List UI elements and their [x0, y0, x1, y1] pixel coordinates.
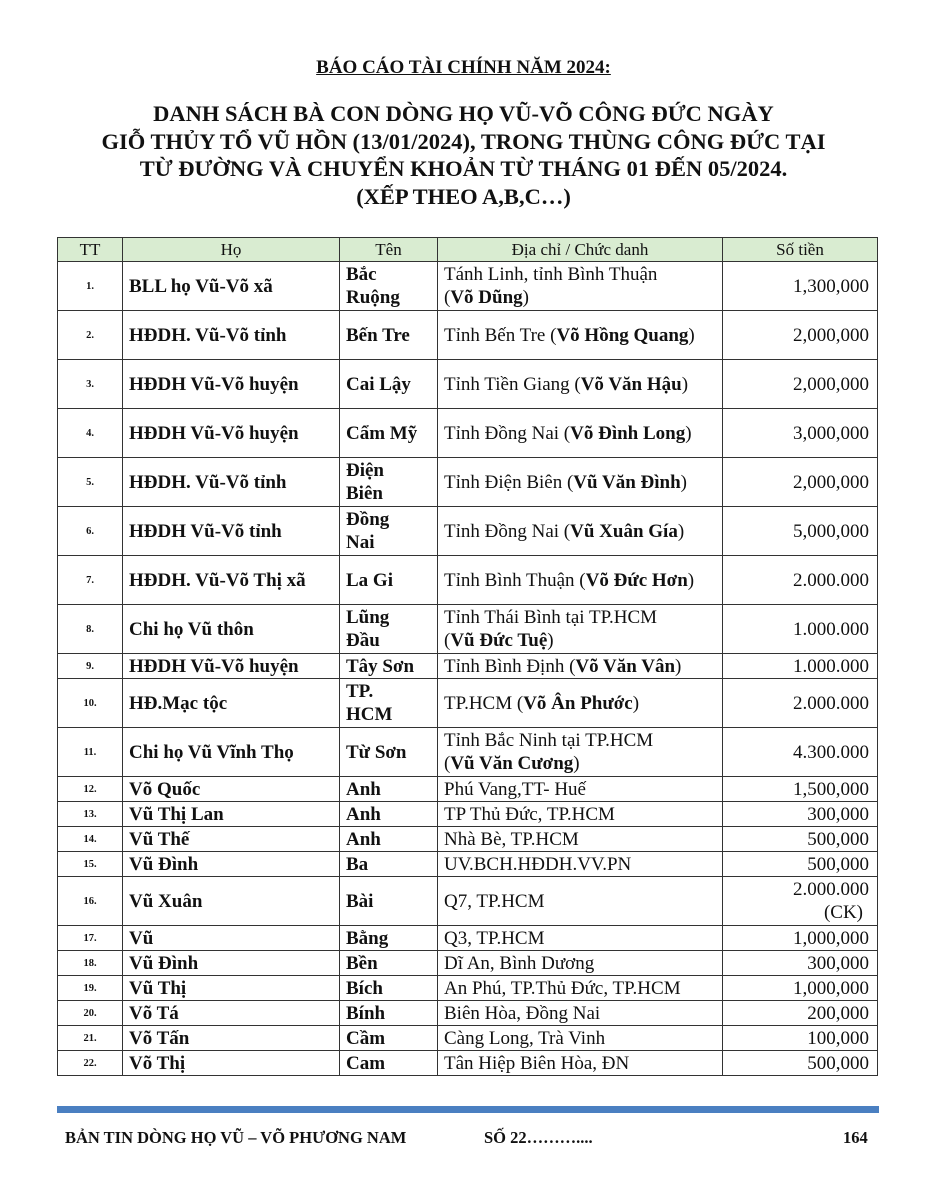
address-cell: Tánh Linh, tỉnh Bình Thuận (Võ Dũng)	[438, 262, 723, 311]
family-name-cell: Vũ Thị	[123, 976, 340, 1001]
title-line-2: GIỖ THỦY TỔ VŨ HỒN (13/01/2024), TRONG THÙNG CÔNG ĐỨC TẠI	[101, 128, 826, 154]
amount-cell	[723, 262, 878, 311]
representative-name: Vũ Xuân Gía	[570, 520, 678, 542]
amount-cell	[723, 507, 878, 556]
amount-value: 200,000	[807, 1002, 869, 1024]
amount-cell	[723, 605, 878, 654]
amount-value: 1.000.000	[793, 655, 869, 677]
family-name-cell: HĐ.Mạc tộc	[123, 679, 340, 728]
amount-value: 100,000	[807, 1027, 869, 1049]
representative-name: Võ Hồng Quang	[556, 324, 689, 346]
family-name-cell: HĐDH Vũ-Võ huyện	[123, 360, 340, 409]
given-name-cell: La Gi	[340, 556, 438, 605]
address-cell	[438, 1026, 723, 1051]
given-name-cell: Đồng Nai	[340, 507, 438, 556]
table-row	[58, 556, 878, 605]
table-row	[58, 728, 878, 777]
family-name-cell: Võ Quốc	[123, 777, 340, 802]
amount-cell	[723, 1051, 878, 1076]
amount-value: 1,300,000	[793, 275, 869, 297]
address-cell: Tỉnh Tiền Giang (Võ Văn Hậu)	[438, 360, 723, 409]
address-cell: Tỉnh Bến Tre (Võ Hồng Quang)	[438, 311, 723, 360]
row-number: 10.	[58, 679, 123, 728]
given-name-cell: Tây Sơn	[340, 654, 438, 679]
given-name-cell: Bằng	[340, 926, 438, 951]
family-name-cell: HĐDH Vũ-Võ huyện	[123, 654, 340, 679]
amount-cell	[723, 409, 878, 458]
row-number: 19.	[58, 976, 123, 1001]
table-row	[58, 777, 878, 802]
representative-name: Vũ Văn Cương	[450, 753, 574, 774]
address-cell: Tỉnh Bình Thuận (Võ Đức Hơn)	[438, 556, 723, 605]
row-number: 7.	[58, 556, 123, 605]
table-row	[58, 1051, 878, 1076]
table-row	[58, 877, 878, 926]
row-number: 4.	[58, 409, 123, 458]
row-number: 5.	[58, 458, 123, 507]
amount-cell	[723, 360, 878, 409]
address-text: Tân Hiệp Biên Hòa, ĐN	[444, 1052, 630, 1074]
amount-cell	[723, 556, 878, 605]
table-row	[58, 951, 878, 976]
amount-cell	[723, 728, 878, 777]
given-name-cell: Cầm	[340, 1026, 438, 1051]
amount-cell	[723, 951, 878, 976]
given-name-cell: Bắc Ruộng	[340, 262, 438, 311]
row-number: 11.	[58, 728, 123, 777]
table-row	[58, 976, 878, 1001]
address-text: Tỉnh Thái Bình tại TP.HCM	[444, 607, 658, 628]
given-name-cell: Bền	[340, 951, 438, 976]
address-cell	[438, 852, 723, 877]
address-cell	[438, 877, 723, 926]
address-text: Tỉnh Tiền Giang	[444, 373, 570, 395]
address-text: An Phú, TP.Thủ Đức, TP.HCM	[444, 977, 681, 999]
given-name-cell: TP. HCM	[340, 679, 438, 728]
address-text: UV.BCH.HĐDH.VV.PN	[444, 853, 632, 875]
amount-cell	[723, 802, 878, 827]
table-row	[58, 605, 878, 654]
address-text: Nhà Bè, TP.HCM	[444, 828, 579, 850]
row-number: 14.	[58, 827, 123, 852]
representative-name: Võ Văn Vân	[575, 655, 676, 677]
given-name-cell: Bài	[340, 877, 438, 926]
address-cell: Tỉnh Đồng Nai (Võ Đình Long)	[438, 409, 723, 458]
footer-issue: SỐ 22………....	[484, 1128, 593, 1147]
given-name-cell: Lũng Đầu	[340, 605, 438, 654]
amount-cell	[723, 852, 878, 877]
amount-value: 300,000	[807, 803, 869, 825]
given-name-cell: Bính	[340, 1001, 438, 1026]
amount-value: 500,000	[807, 828, 869, 850]
table-row	[58, 311, 878, 360]
amount-note: (CK)	[823, 902, 863, 923]
amount-value: 2,000,000	[793, 324, 869, 346]
given-name-cell: Anh	[340, 802, 438, 827]
amount-value: 1,000,000	[793, 927, 869, 949]
address-cell	[438, 777, 723, 802]
row-number: 6.	[58, 507, 123, 556]
title-line-3: TỪ ĐƯỜNG VÀ CHUYỂN KHOẢN TỪ THÁNG 01 ĐẾN 05/2024.	[139, 156, 788, 181]
given-name-cell: Điện Biên	[340, 458, 438, 507]
report-title: BÁO CÁO TÀI CHÍNH NĂM 2024:	[316, 57, 611, 78]
table-row	[58, 262, 878, 311]
amount-cell	[723, 1001, 878, 1026]
column-header-tt: TT	[58, 238, 123, 262]
table-row	[58, 926, 878, 951]
table-row	[58, 507, 878, 556]
row-number: 22.	[58, 1051, 123, 1076]
family-name-cell: HĐDH Vũ-Võ huyện	[123, 409, 340, 458]
amount-cell	[723, 777, 878, 802]
address-cell	[438, 1001, 723, 1026]
address-text: Tỉnh Bến Tre	[444, 324, 546, 346]
family-name-cell: Vũ Xuân	[123, 877, 340, 926]
footer-publication: BẢN TIN DÒNG HỌ VŨ – VÕ PHƯƠNG NAM	[65, 1128, 407, 1147]
address-text: Phú Vang,TT- Huế	[444, 778, 586, 800]
table-body	[58, 262, 878, 1076]
address-text: Tỉnh Đồng Nai	[444, 422, 560, 444]
family-name-cell: HĐDH. Vũ-Võ tỉnh	[123, 458, 340, 507]
family-name-cell: Vũ Đình	[123, 852, 340, 877]
amount-value: 300,000	[807, 952, 869, 974]
footer-divider	[57, 1106, 879, 1113]
family-name-cell: HĐDH. Vũ-Võ Thị xã	[123, 556, 340, 605]
family-name-cell: Vũ Thế	[123, 827, 340, 852]
given-name-cell: Anh	[340, 827, 438, 852]
family-name-cell: Võ Tấn	[123, 1026, 340, 1051]
address-cell: TP.HCM (Võ Ân Phước)	[438, 679, 723, 728]
amount-value: 1.000.000	[793, 618, 869, 640]
table-row	[58, 679, 878, 728]
representative-name: Võ Đình Long	[570, 422, 686, 444]
given-name-cell: Cẩm Mỹ	[340, 409, 438, 458]
table-row	[58, 1026, 878, 1051]
given-name-cell: Anh	[340, 777, 438, 802]
table-row	[58, 802, 878, 827]
row-number: 3.	[58, 360, 123, 409]
family-name-cell: Võ Thị	[123, 1051, 340, 1076]
address-cell: Tỉnh Thái Bình tại TP.HCM (Vũ Đức Tuệ)	[438, 605, 723, 654]
title-line-4: (XẾP THEO A,B,C…)	[356, 183, 571, 209]
family-name-cell: HĐDH Vũ-Võ tỉnh	[123, 507, 340, 556]
amount-value: 2,000,000	[793, 373, 869, 395]
family-name-cell: BLL họ Vũ-Võ xã	[123, 262, 340, 311]
family-name-cell: HĐDH. Vũ-Võ tỉnh	[123, 311, 340, 360]
amount-cell	[723, 311, 878, 360]
amount-value: 5,000,000	[793, 520, 869, 542]
row-number: 16.	[58, 877, 123, 926]
column-header-address: Địa chỉ / Chức danh	[438, 238, 723, 262]
amount-cell	[723, 926, 878, 951]
address-text: Tỉnh Điện Biên	[444, 471, 563, 493]
address-text: Q7, TP.HCM	[444, 890, 545, 912]
family-name-cell: Chi họ Vũ Vĩnh Thọ	[123, 728, 340, 777]
amount-value: 3,000,000	[793, 422, 869, 444]
given-name-cell: Cai Lậy	[340, 360, 438, 409]
title-line-1: DANH SÁCH BÀ CON DÒNG HỌ VŨ-VÕ CÔNG ĐỨC NGÀY	[153, 101, 774, 126]
document-title	[60, 100, 867, 210]
amount-value: 1,500,000	[793, 778, 869, 800]
amount-cell	[723, 827, 878, 852]
representative-name: Vũ Văn Đình	[573, 471, 681, 493]
table-row	[58, 360, 878, 409]
amount-value: 500,000	[807, 853, 869, 875]
address-text: TP Thủ Đức, TP.HCM	[444, 803, 615, 825]
address-text: Dĩ An, Bình Dương	[444, 952, 595, 974]
address-cell	[438, 976, 723, 1001]
row-number: 1.	[58, 262, 123, 311]
table-row	[58, 654, 878, 679]
address-cell: Tỉnh Đồng Nai (Vũ Xuân Gía)	[438, 507, 723, 556]
amount-cell	[723, 877, 878, 926]
address-cell	[438, 827, 723, 852]
amount-cell	[723, 976, 878, 1001]
address-cell: Tỉnh Bắc Ninh tại TP.HCM (Vũ Văn Cương)	[438, 728, 723, 777]
address-text: Tỉnh Bắc Ninh tại TP.HCM	[444, 730, 654, 751]
donation-table	[57, 237, 878, 1076]
column-header-ho: Họ	[123, 238, 340, 262]
given-name-cell: Cam	[340, 1051, 438, 1076]
representative-name: Vũ Đức Tuệ	[450, 630, 548, 651]
amount-value: 4.300.000	[793, 741, 869, 763]
table-header-row	[58, 238, 878, 262]
address-text: TP.HCM	[444, 692, 513, 714]
row-number: 17.	[58, 926, 123, 951]
representative-name: Võ Văn Hậu	[580, 373, 682, 395]
table-row	[58, 852, 878, 877]
family-name-cell: Vũ	[123, 926, 340, 951]
table-row	[58, 409, 878, 458]
address-text: Biên Hòa, Đồng Nai	[444, 1002, 601, 1024]
family-name-cell: Võ Tá	[123, 1001, 340, 1026]
row-number: 12.	[58, 777, 123, 802]
address-cell	[438, 802, 723, 827]
address-cell: Tỉnh Điện Biên (Vũ Văn Đình)	[438, 458, 723, 507]
amount-value: 2,000,000	[793, 471, 869, 493]
address-text: Tỉnh Bình Thuận	[444, 569, 575, 591]
amount-value: 2.000.000	[793, 569, 869, 591]
family-name-cell: Vũ Đình	[123, 951, 340, 976]
column-header-amount: Số tiền	[723, 238, 878, 262]
address-text: Tánh Linh, tỉnh Bình Thuận	[444, 264, 658, 285]
representative-name: Võ Dũng	[450, 287, 523, 308]
address-text: Tỉnh Bình Định	[444, 655, 565, 677]
row-number: 18.	[58, 951, 123, 976]
given-name-cell: Bến Tre	[340, 311, 438, 360]
representative-name: Võ Đức Hơn	[585, 569, 688, 591]
row-number: 13.	[58, 802, 123, 827]
table-row	[58, 827, 878, 852]
row-number: 20.	[58, 1001, 123, 1026]
address-text: Càng Long, Trà Vinh	[444, 1027, 606, 1049]
amount-cell	[723, 458, 878, 507]
given-name-cell: Bích	[340, 976, 438, 1001]
row-number: 2.	[58, 311, 123, 360]
row-number: 21.	[58, 1026, 123, 1051]
address-cell: Tỉnh Bình Định (Võ Văn Vân)	[438, 654, 723, 679]
address-text: Tỉnh Đồng Nai	[444, 520, 560, 542]
column-header-ten: Tên	[340, 238, 438, 262]
given-name-cell: Ba	[340, 852, 438, 877]
amount-cell	[723, 679, 878, 728]
amount-cell	[723, 1026, 878, 1051]
row-number: 8.	[58, 605, 123, 654]
amount-value: 2.000.000	[793, 879, 869, 900]
amount-value: 2.000.000	[793, 692, 869, 714]
address-text: Q3, TP.HCM	[444, 927, 545, 949]
address-cell	[438, 1051, 723, 1076]
row-number: 9.	[58, 654, 123, 679]
family-name-cell: Vũ Thị Lan	[123, 802, 340, 827]
family-name-cell: Chi họ Vũ thôn	[123, 605, 340, 654]
given-name-cell: Từ Sơn	[340, 728, 438, 777]
page-number: 164	[843, 1128, 868, 1147]
address-cell	[438, 926, 723, 951]
row-number: 15.	[58, 852, 123, 877]
table-row	[58, 1001, 878, 1026]
amount-value: 1,000,000	[793, 977, 869, 999]
amount-cell	[723, 654, 878, 679]
table-row	[58, 458, 878, 507]
address-cell	[438, 951, 723, 976]
amount-value: 500,000	[807, 1052, 869, 1074]
representative-name: Võ Ân Phước	[523, 692, 633, 714]
